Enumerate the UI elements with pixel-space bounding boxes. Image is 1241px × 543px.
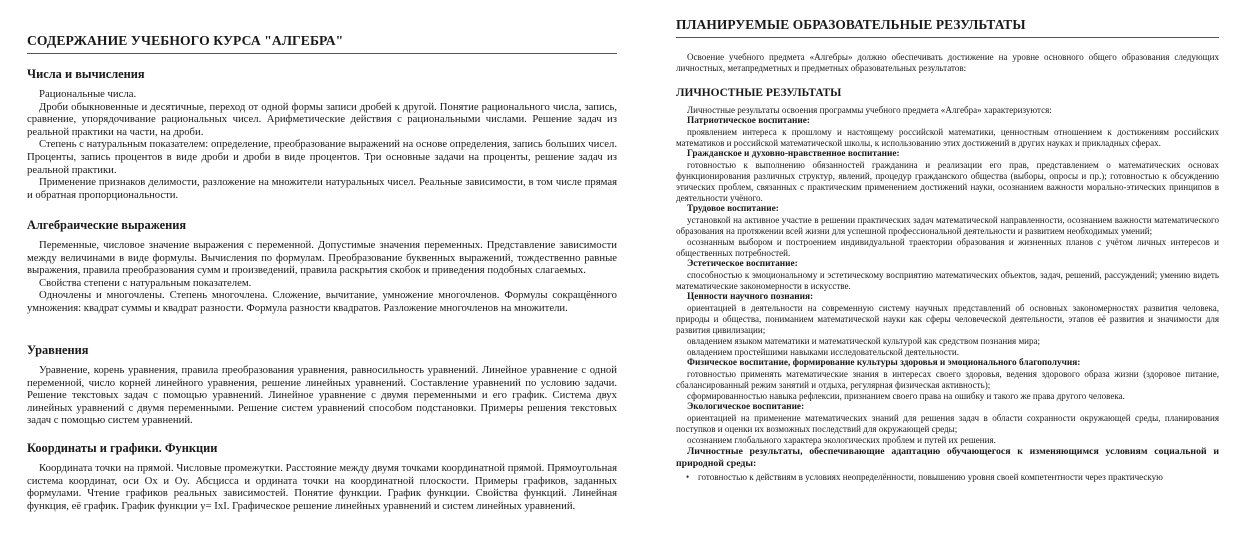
bullet-list [676,472,1219,483]
section-numbers [27,67,617,201]
paragraph: готовностью к выполнению обязанностей гражданина и реализации его прав, представлением о математических основах функционирования различных структур, явлений, процедур гражданского общества (выборы, опросы и пр.); готовностью к обсуждению этических проблем, связанных с практическим применением достижений науки, осознанием важности морально-этических принципов в деятельности учёного. [676,160,1219,203]
paragraph: установкой на активное участие в решении практических задач математической направленности, осознанием важности математического образования на протяжении всей жизни для успешной профессиональной деятельности и развитием необходимых умений; [676,215,1219,236]
personal-results [676,87,1219,483]
title-divider [27,53,617,54]
section-heading: Координаты и графики. Функции [27,441,218,455]
paragraph: Дроби обыкновенные и десятичные, переход от одной формы записи дробей к другой. Понятие рационального числа, запись, сравнение, упорядочивание рациональных чисел. Арифметические действия с рациональными числами. Решение задач из реальной практики на части, на дроби. [27,100,617,138]
section-expressions [27,218,617,315]
paragraph: Координата точки на прямой. Числовые промежутки. Расстояние между двумя точками координатной прямой. Прямоугольная система координат, оси Ox и Oy. Абсцисса и ордината точки на координатной плоскости. Примеры графиков, заданных формулами. Чтение графиков реальных зависимостей. Понятие функции. График функции. Свойства функций. Линейная функция, её график. График функции y= IxI. Графическое решение линейных уравнений и систем линейных уравнений. [27,462,617,512]
block-heading: Экологическое воспитание: [687,402,805,412]
paragraph: ориентацией в деятельности на современную систему научных представлений об основных закономерностях развития человека, природы и общества, пониманием математической науки как сферы человеческой деятельности, этапов её развития и значимости для развития цивилизации; [676,303,1219,335]
paragraph: овладением языком математики и математической культурой как средством познания мира; [687,336,1041,346]
paragraph: Применение признаков делимости, разложение на множители натуральных чисел. Реальные зависимости, в том числе прямая и обратная пропорциональности. [27,176,617,201]
intro-paragraph: Освоение учебного предмета «Алгебры» должно обеспечивать достижение на уровне основного общего образования следующих личностных, метапредметных и предметных образовательных результатов: [676,52,1219,73]
paragraph: Свойства степени с натуральным показателем. [39,276,252,289]
paragraph: овладением простейшими навыками исследовательской деятельности. [687,347,959,357]
paragraph: ориентацией на применение математических знаний для решения задач в области сохранности окружающей среды, планирования поступков и оценки их возможных последствий для окружающей среды; [676,413,1219,434]
paragraph: проявлением интереса к прошлому и настоящему российской математики, ценностным отношением к достижениям российских математиков и российской математической школы, к использованию этих достижений в других науках и прикладных сферах. [676,127,1219,148]
section-heading: Алгебраические выражения [27,218,187,232]
list-item: • готовностью к действиям в условиях неопределённости, повышению уровня своей компетентности через практическую [686,472,1219,483]
block-heading: Ценности научного познания: [687,292,814,302]
block-heading: Патриотическое воспитание: [687,116,810,126]
intro [676,52,1219,74]
section-equations [27,343,617,427]
paragraph: Уравнение, корень уравнения, правила преобразования уравнения, равносильность уравнений. Линейное уравнение с одной переменной, число корней линейного уравнения, решение линейных уравнений. Составление уравнений по условию задачи. Решение текстовых задач с помощью уравнений. Линейное уравнение с двумя переменными и его график. Система двух линейных уравнений с двумя переменными. Решение систем уравнений способом подстановки. Примеры решения текстовых задач с помощью систем уравнений. [27,364,617,427]
paragraph: Рациональные числа. [39,88,137,100]
adaptation-heading: Личностные результаты, обеспечивающие адаптацию обучающегося к изменяющимся условиям социальной и природной среды: [676,446,1219,469]
title-divider [676,37,1219,38]
paragraph: сформированностью навыка рефлексии, признанием своего права на ошибку и такого же права другого человека. [687,391,1125,401]
paragraph: Переменные, числовое значение выражения с переменной. Допустимые значения переменных. Представление зависимости между величинами в виде формулы. Вычисления по формулам. Преобразование буквенных выражений, тождественно равные выражения, правила преобразования сумм и произведений, правила раскрытия скобок и приведения подобных слагаемых. [27,239,617,277]
paragraph: готовностью применять математические знания в интересах своего здоровья, ведения здорового образа жизни (здоровое питание, сбалансированный режим занятий и отдыха, регулярная физическая активность); [676,369,1219,390]
section-functions [27,441,617,512]
page-title: СОДЕРЖАНИЕ УЧЕБНОГО КУРСА "АЛГЕБРА" [27,33,344,48]
paragraph: способностью к эмоциональному и эстетическому восприятию математических объектов, задач, решений, рассуждений; умению видеть математические закономерности в искусстве. [676,270,1219,291]
results-title: ПЛАНИРУЕМЫЕ ОБРАЗОВАТЕЛЬНЫЕ РЕЗУЛЬТАТЫ [676,17,1026,32]
paragraph: Одночлены и многочлены. Степень многочлена. Сложение, вычитание, умножение многочленов. Формулы сокращённого умножения: квадрат суммы и квадрат разности. Формула разности квадратов. Разложение многочленов на множители. [27,289,617,314]
paragraph: осознанным выбором и построением индивидуальной траектории образования и жизненных планов с учётом личных интересов и общественных потребностей. [676,237,1219,258]
block-heading: Гражданское и духовно-нравственное воспитание: [687,149,900,159]
block-heading: Физическое воспитание, формирование культуры здоровья и эмоционального благополучия: [687,358,1081,368]
section-heading: Уравнения [27,343,89,357]
section-heading: Числа и вычисления [27,67,145,81]
block-heading: Эстетическое воспитание: [687,259,798,269]
paragraph: Степень с натуральным показателем: определение, преобразование выражений на основе определения, запись больших чисел. Проценты, запись процентов в виде дроби и дроби в виде процентов. Три основные задачи на проценты, решение задач из реальной практики. [27,138,617,176]
block-heading: Трудовое воспитание: [687,204,779,214]
paragraph: осознанием глобального характера экологических проблем и путей их решения. [687,435,996,445]
lead-paragraph: Личностные результаты освоения программы учебного предмета «Алгебра» характеризуются: [687,105,1052,115]
section-heading: ЛИЧНОСТНЫЕ РЕЗУЛЬТАТЫ [676,87,842,99]
